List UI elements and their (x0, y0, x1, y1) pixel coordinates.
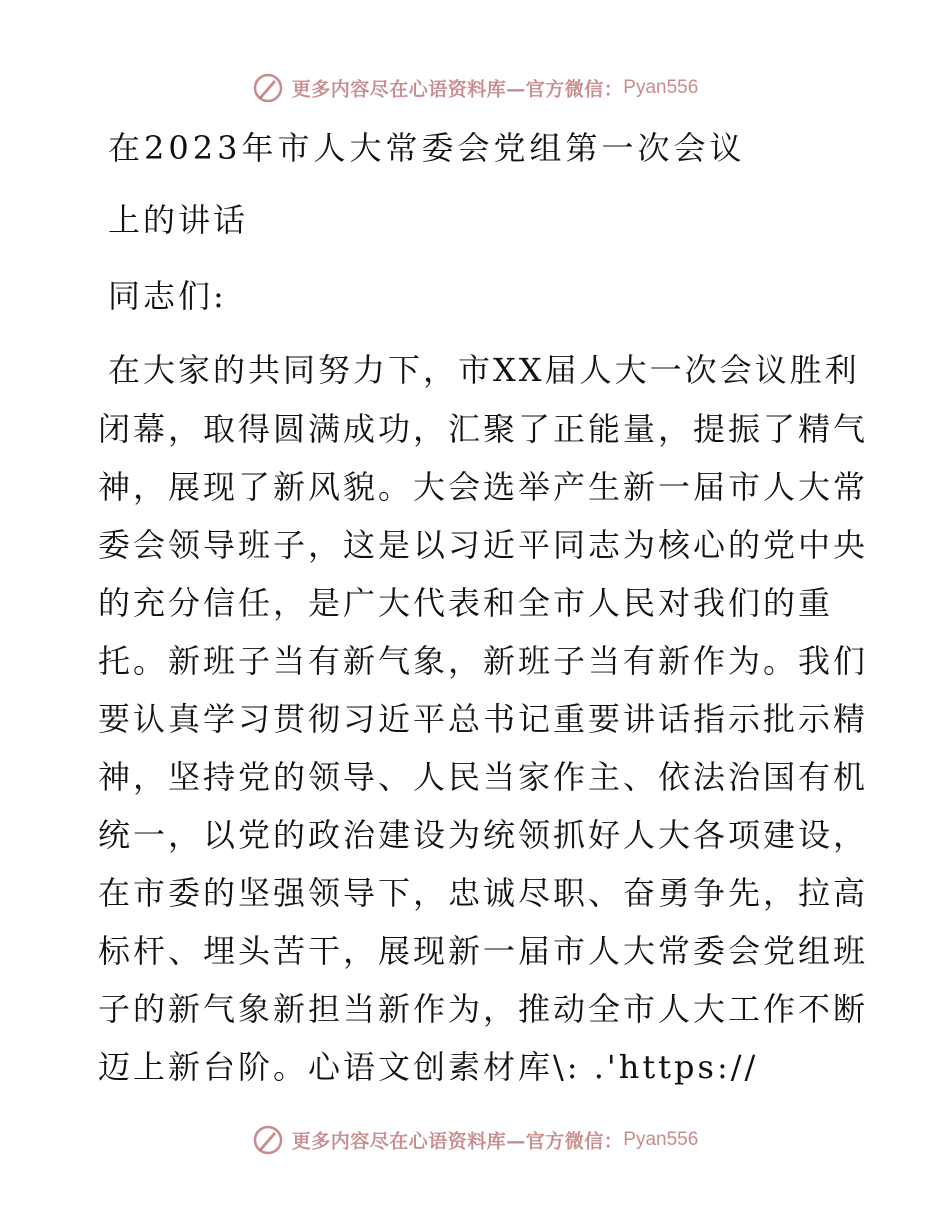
watermark-text: 更多内容尽在心语资料库—官方微信： (291, 78, 624, 101)
body-line: 子的新气象新担当新作为，推动全市人大工作不断 (98, 990, 869, 1028)
body-line: 委会领导班子，这是以习近平同志为核心的党中央 (98, 526, 869, 564)
body-line: 要认真学习贯彻习近平总书记重要讲话指示批示精 (98, 700, 869, 738)
body-line: 迈上新台阶。心语文创素材库\: .'https:// (98, 1048, 759, 1086)
document-title-line-1: 在2023年市人大常委会党组第一次会议 (108, 129, 746, 167)
feather-pen-logo-icon (252, 72, 284, 104)
body-line: 统一，以党的政治建设为统领抓好人大各项建设， (98, 816, 869, 854)
feather-pen-logo-icon (252, 1124, 284, 1156)
body-line: 神，坚持党的领导、人民当家作主、依法治国有机 (98, 758, 869, 796)
body-line: 在市委的坚强领导下，忠诚尽职、奋勇争先，拉高 (98, 874, 869, 912)
watermark-text: 更多内容尽在心语资料库—官方微信： (291, 1130, 624, 1153)
body-line: 的充分信任，是广大代表和全市人民对我们的重 (98, 584, 834, 622)
watermark-id: Pyan556 (623, 77, 699, 98)
document-title-line-2: 上的讲话 (108, 201, 249, 239)
body-line: 闭幕，取得圆满成功，汇聚了正能量，提振了精气 (98, 410, 869, 448)
header-watermark (0, 72, 950, 104)
body-line: 神，展现了新风貌。大会选举产生新一届市人大常 (98, 468, 869, 506)
body-line: 标杆、埋头苦干，展现新一届市人大常委会党组班 (98, 932, 869, 970)
watermark-id: Pyan556 (623, 1129, 699, 1150)
body-line: 在大家的共同努力下，市XX届人大一次会议胜利 (108, 351, 860, 389)
salutation: 同志们: (108, 277, 227, 315)
body-line: 托。新班子当有新气象，新班子当有新作为。我们 (98, 642, 869, 680)
footer-watermark (0, 1124, 950, 1156)
